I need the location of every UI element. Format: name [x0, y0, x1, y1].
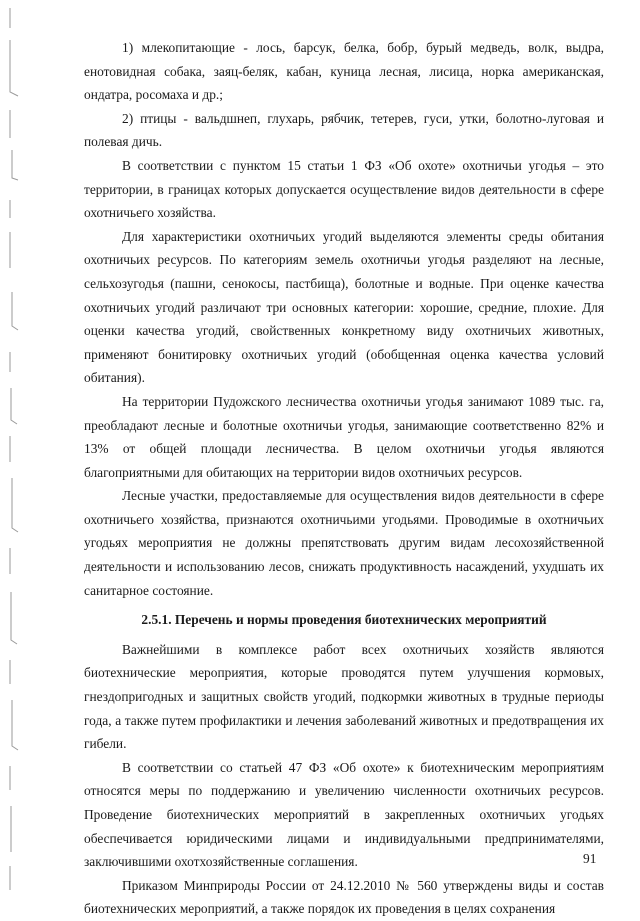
paragraph-forest-plots: Лесные участки, предоставляемые для осуществления видов деятельности в сфере охотничьего хозяйства, признаются охотничьими угодьями. Проводимые в охотничьих угодьях мероприятия не должны препятствовать другим видам лесохозяйственной деятельности и использованию лесов, снижать продуктивность насаждений, ухудшать их санитарное состояние.: [84, 488, 604, 598]
list-item-mammals: 1) млекопитающие - лось, барсук, белка, бобр, бурый медведь, волк, выдра, енотовидная собака, заяц-беляк, кабан, куница лесная, лисица, норка американская, ондатра, росомаха и др.;: [84, 40, 604, 103]
scan-binding-marks: [0, 0, 40, 905]
document-page: [84, 36, 604, 921]
list-item-birds: 2) птицы - вальдшнеп, глухарь, рябчик, тетерев, гуси, утки, болотно-луговая и полевая дичь.: [84, 110, 604, 150]
paragraph-ministry-order: Приказом Минприроды России от 24.12.2010 № 560 утверждены виды и состав биотехнических мероприятий, а также порядок их проведения в целях сохранения: [84, 877, 604, 917]
page-number: 91: [583, 851, 597, 866]
section-heading: 2.5.1. Перечень и нормы проведения биотехнических мероприятий: [141, 612, 547, 628]
paragraph-article-47: В соответствии со статьей 47 ФЗ «Об охоте» к биотехническим мероприятиям относятся меры по поддержанию и увеличению численности охотничьих ресурсов. Проведение биотехнических мероприятий в закрепленных охотничьих угодьях обеспечивается юридическими лицами и индивидуальными предпринимателями, заключившими охотхозяйственные соглашения.: [84, 759, 604, 870]
paragraph-hunting-grounds-definition: В соответствии с пунктом 15 статьи 1 ФЗ «Об охоте» охотничьи угодья – это территории, в границах которых допускается осуществление видов деятельности в сфере охотничьего хозяйства.: [84, 157, 604, 221]
paragraph-hunting-grounds-categories: Для характеристики охотничьих угодий выделяются элементы среды обитания охотничьих ресурсов. По категориям земель охотничьи угодья разделяют на лесные, сельхозугодья (пашни, сенокосы, пастбища), болотные и водные. При оценке качества охотничьих угодий различают три основных категории: хорошие, средние, плохие. Для оценки качества угодий, свойственных конкретному виду охотничьих животных, применяют бонитировку охотничьих угодий (обобщенная оценка качества условий обитания).: [84, 228, 604, 386]
paragraph-biotechnical-measures: Важнейшими в комплексе работ всех охотничьих хозяйств являются биотехнические мероприятия, которые проводятся путем улучшения кормовых, гнездопригодных и защитных свойств угодий, подкормки животных в трудные периоды года, а также путем профилактики и лечения заболеваний животных и предотвращения их гибели.: [84, 641, 604, 752]
paragraph-pudozh-forestry-area: На территории Пудожского лесничества охотничьи угодья занимают 1089 тыс. га, преобладают лесные и болотные охотничьи угодья, занимающие соответственно 82% и 13% от общей площади лесничества. В целом охотничьи угодья являются благоприятными для обитающих на территории видов охотничьих ресурсов.: [84, 393, 604, 480]
